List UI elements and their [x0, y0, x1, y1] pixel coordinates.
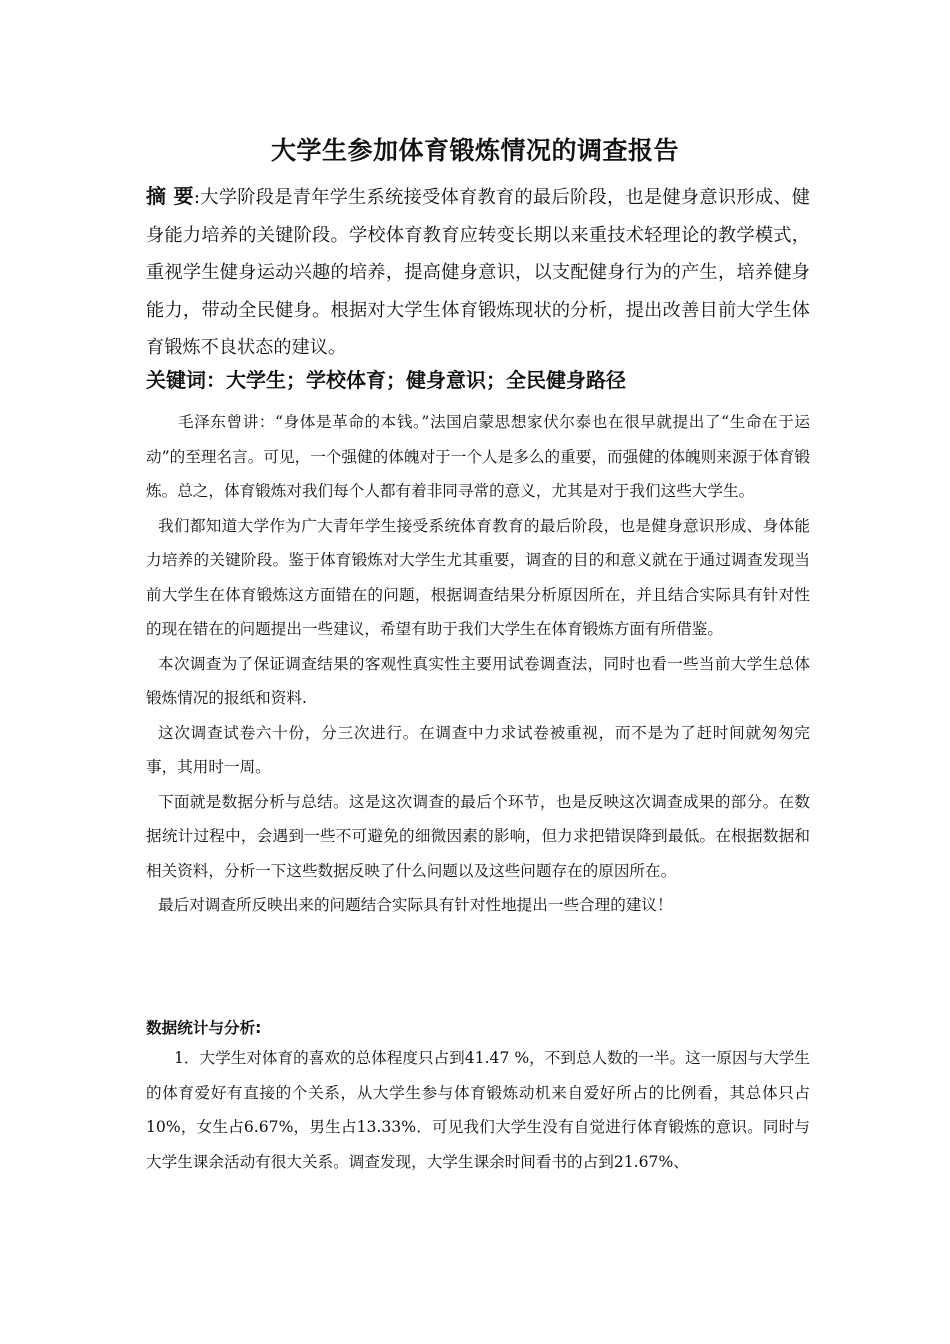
abstract-label: 摘 要 — [146, 184, 194, 208]
abstract-text: :大学阶段是青年学生系统接受体育教育的最后阶段，也是健身意识形成、健身能力培养的关键阶段。学校体育教育应转变长期以来重技术轻理论的教学模式，重视学生健身运动兴趣的培养，提高健身意识，以支配健身行为的产生，培养健身能力，带动全民健身。根据对大学生体育锻炼现状的分析，提出改善目前大学生体育锻炼不良状态的建议。 — [146, 187, 810, 359]
paragraph: 毛泽东曾讲：“身体是革命的本钱。”法国启蒙思想家伏尔泰也在很早就提出了“生命在于运动”的至理名言。可见，一个强健的体魄对于一个人是多么的重要，而强健的体魄则来源于体育锻炼。总之，体育锻炼对我们每个人都有着非同寻常的意义，尤其是对于我们这些大学生。 — [146, 413, 810, 500]
paragraph: 1．大学生对体育的喜欢的总体程度只占到41.47 %，不到总人数的一半。这一原因与大学生的体育爱好有直接的个关系，从大学生参与体育锻炼动机来自爱好所占的比例看，其总体只占10%，女生占6.67%，男生占13.33%．可见我们大学生没有自觉进行体育锻炼的意识。同时与大学生课余活动有很大关系。调查发现，大学生课余时间看书的占到21.67%、 — [146, 1049, 810, 1171]
abstract — [146, 178, 810, 367]
paragraph: 本次调查为了保证调查结果的客观性真实性主要用试卷调查法，同时也看一些当前大学生总体锻炼情况的报纸和资料. — [146, 654, 810, 707]
document-title: 大学生参加体育锻炼情况的调查报告 — [270, 136, 679, 165]
section-heading: 数据统计与分析: — [146, 1019, 262, 1037]
paragraph: 最后对调查所反映出来的问题结合实际具有针对性地提出一些合理的建议！ — [158, 896, 673, 914]
analysis-text — [146, 1041, 810, 1179]
body-text — [146, 405, 810, 923]
keywords: 关键词：大学生；学校体育；健身意识；全民健身路径 — [146, 368, 626, 392]
paragraph: 我们都知道大学作为广大青年学生接受系统体育教育的最后阶段，也是健身意识形成、身体能力培养的关键阶段。鉴于体育锻炼对大学生尤其重要，调查的目的和意义就在于通过调查发现当前大学生在体育锻炼这方面错在的问题，根据调查结果分析原因所在，并且结合实际具有针对性的现在错在的问题提出一些建议，希望有助于我们大学生在体育锻炼方面有所借鉴。 — [146, 516, 810, 638]
paragraph: 下面就是数据分析与总结。这是这次调查的最后个环节，也是反映这次调查成果的部分。在数据统计过程中，会遇到一些不可避免的细微因素的影响，但力求把错误降到最低。在根据数据和相关资料，分析一下这些数据反映了什么问题以及这些问题存在的原因所在。 — [146, 792, 810, 880]
paragraph: 这次调查试卷六十份，分三次进行。在调查中力求试卷被重视，而不是为了赶时间就匆匆完事，其用时一周。 — [146, 723, 810, 776]
